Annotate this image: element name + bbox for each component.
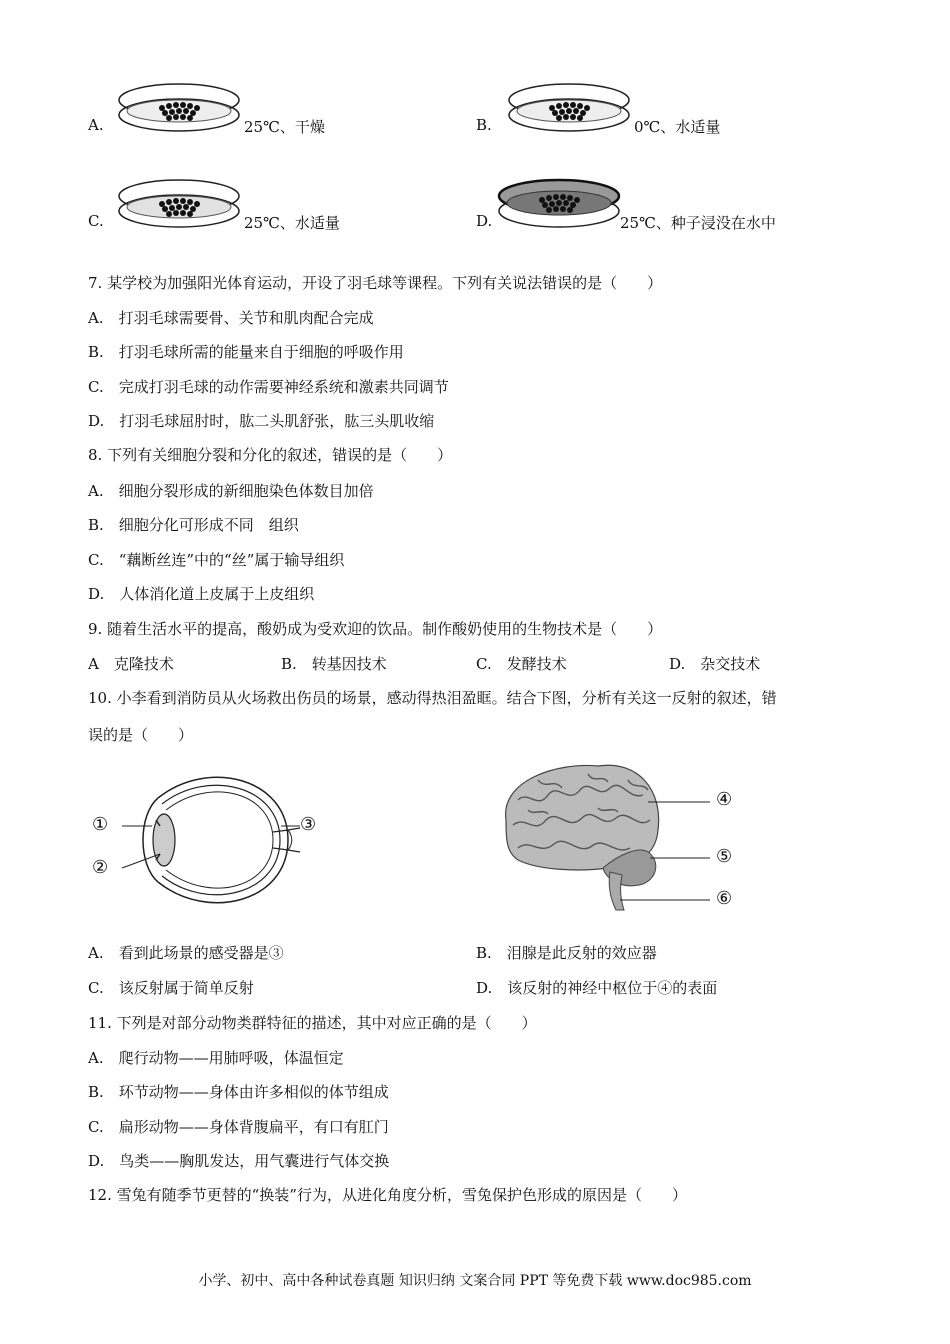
answer-option: A. 打羽毛球需要骨、关节和肌肉配合完成	[88, 309, 374, 327]
answer-option: D. 打羽毛球屈肘时，肱二头肌舒张，肱三头肌收缩	[88, 412, 435, 430]
page-footer: 小学、初中、高中各种试卷真题 知识归纳 文案合同 PPT 等免费下载 www.doc985.com	[198, 1273, 752, 1289]
petri-dish-icon	[506, 80, 632, 142]
answer-option: D. 鸟类——胸肌发达，用气囊进行气体交换	[88, 1152, 390, 1170]
brain-label-4: ④	[716, 789, 733, 810]
answer-option: C. 完成打羽毛球的动作需要神经系统和激素共同调节	[88, 378, 449, 396]
answer-option: A 克隆技术	[88, 655, 174, 673]
answer-option: B. 细胞分化可形成不同 组织	[88, 516, 299, 534]
answer-option: A. 爬行动物——用肺呼吸，体温恒定	[88, 1049, 344, 1067]
option-letter: C.	[88, 212, 104, 230]
question-stem: 12. 雪兔有随季节更替的“换装”行为，从进化角度分析，雪兔保护色形成的原因是（ ）	[88, 1186, 687, 1204]
answer-option: C. 发酵技术	[476, 655, 567, 673]
option-letter: B.	[476, 116, 492, 134]
answer-option: B. 打羽毛球所需的能量来自于细胞的呼吸作用	[88, 343, 404, 361]
answer-option: C. 该反射属于简单反射	[88, 979, 254, 997]
brain-label-6: ⑥	[716, 888, 733, 909]
answer-option: B. 泪腺是此反射的效应器	[476, 944, 657, 962]
eye-label-2: ②	[92, 857, 109, 878]
brain-label-5: ⑤	[716, 846, 733, 867]
answer-option: D. 杂交技术	[669, 655, 761, 673]
petri-dish-icon	[116, 80, 242, 142]
answer-option: C. 扁形动物——身体背腹扁平，有口有肛门	[88, 1118, 389, 1136]
brain-diagram	[498, 760, 738, 920]
question-stem: 8. 下列有关细胞分裂和分化的叙述，错误的是（ ）	[88, 446, 453, 464]
option-letter: A.	[88, 116, 104, 134]
option-condition: 25℃、种子浸没在水中	[620, 214, 776, 232]
option-condition: 25℃、水适量	[244, 214, 340, 232]
option-condition: 25℃、干燥	[244, 118, 325, 136]
question-stem: 11. 下列是对部分动物类群特征的描述，其中对应正确的是（ ）	[88, 1014, 537, 1032]
answer-option: C. “藕断丝连”中的“丝”属于输导组织	[88, 551, 345, 569]
answer-option: A. 细胞分裂形成的新细胞染色体数目加倍	[88, 482, 374, 500]
petri-dish-icon	[116, 176, 242, 238]
question-stem: 7. 某学校为加强阳光体育运动，开设了羽毛球等课程。下列有关说法错误的是（ ）	[88, 274, 663, 292]
answer-option: B. 环节动物——身体由许多相似的体节组成	[88, 1083, 389, 1101]
answer-option: A. 看到此场景的感受器是③	[88, 944, 284, 962]
option-letter: D.	[476, 212, 493, 230]
option-condition: 0℃、水适量	[634, 118, 721, 136]
question-stem-continued: 误的是（ ）	[88, 726, 194, 744]
eye-diagram	[88, 760, 328, 920]
question-stem: 9. 随着生活水平的提高，酸奶成为受欢迎的饮品。制作酸奶使用的生物技术是（ ）	[88, 620, 663, 638]
eye-label-1: ①	[92, 814, 109, 835]
eye-label-3: ③	[300, 814, 317, 835]
question-stem: 10. 小李看到消防员从火场救出伤员的场景，感动得热泪盈眶。结合下图，分析有关这一反射的叙述，错	[88, 689, 777, 707]
petri-dish-submerged-icon	[496, 176, 622, 238]
answer-option: D. 人体消化道上皮属于上皮组织	[88, 585, 315, 603]
answer-option: D. 该反射的神经中枢位于④的表面	[476, 979, 718, 997]
answer-option: B. 转基因技术	[281, 655, 387, 673]
